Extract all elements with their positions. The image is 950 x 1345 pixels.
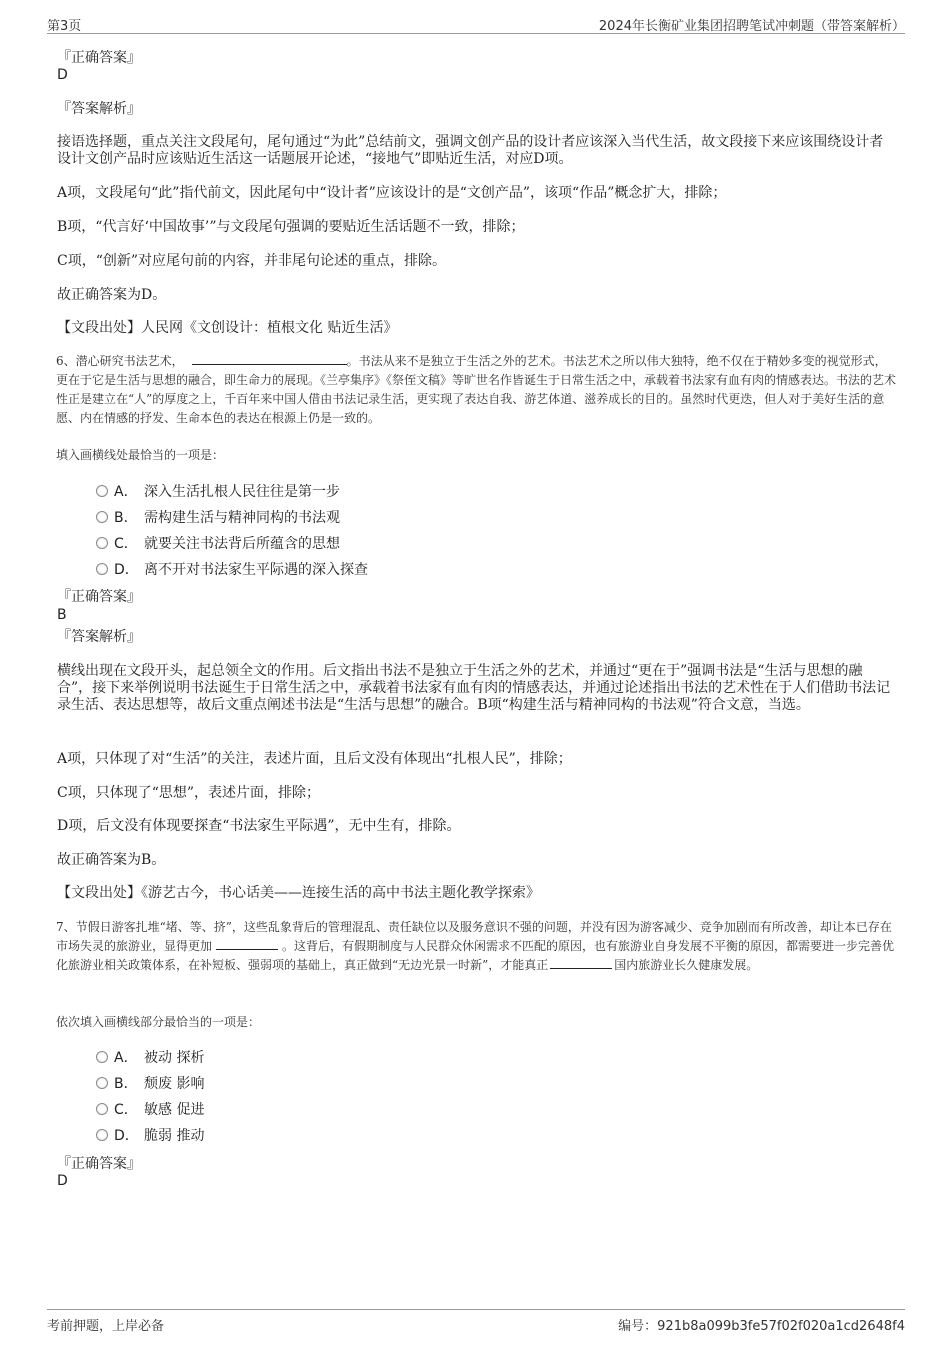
- answer-label: 『正确答案』: [57, 589, 141, 605]
- analysis-paragraph: B项，“代言好‘中国故事’”与文段尾句强调的要贴近生活话题不一致，排除；: [57, 219, 525, 235]
- option-letter: B．: [114, 1076, 138, 1092]
- answer-label: 『正确答案』: [57, 50, 141, 66]
- stem-text: 国内旅游业长久健康发展。: [614, 958, 759, 972]
- fill-blank: [216, 937, 278, 950]
- option-d[interactable]: [96, 1127, 204, 1145]
- option-a[interactable]: [96, 1049, 204, 1067]
- document-title: 2024年长衡矿业集团招聘笔试冲刺题（带答案解析）: [598, 19, 905, 34]
- page-number: 第3页: [47, 19, 82, 34]
- analysis-conclusion: 故正确答案为B。: [57, 852, 166, 868]
- radio-icon[interactable]: [96, 1077, 108, 1089]
- option-letter: B．: [114, 510, 138, 526]
- document-code: 编号：921b8a099b3fe57f02f020a1cd2648f4: [618, 1319, 905, 1334]
- stem-text: 。这背后，有假期制度与人民群众休闲需求不匹配的原因，也有旅游业自身发展不平衡的原因，都需要进一步完善优化旅游业相关政策体系，在补短板、强弱项的基础上，真正做到“无边光景一时新”，才能真正: [56, 939, 895, 972]
- option-letter: A．: [114, 484, 138, 500]
- radio-icon[interactable]: [96, 1051, 108, 1063]
- correct-answer: D: [57, 1173, 68, 1189]
- radio-icon[interactable]: [96, 1103, 108, 1115]
- analysis-paragraph: C项，只体现了“思想”，表述片面，排除；: [57, 785, 321, 801]
- question-stem: [56, 352, 896, 428]
- option-b[interactable]: [96, 509, 340, 527]
- stem-text: 7、节假日游客扎堆“堵、等、挤”，这些乱象背后的管理混乱、责任缺位以及服务意识不强的问题，并没有因为游客减少、竞争加剧而有所改善，却让本已存在市场失灵的旅游业，显得更加: [56, 920, 892, 953]
- analysis-paragraph: 接语选择题，重点关注文段尾句，尾句通过“为此”总结前文，强调文创产品的设计者应该深入当代生活，故文段接下来应该围绕设计者设计文创产品时应该贴近生活这一话题展开论述，“接地气”即贴近生活，对应D项。: [57, 134, 884, 167]
- option-letter: D．: [114, 1128, 139, 1144]
- correct-answer: B: [57, 607, 67, 623]
- fill-blank: [192, 352, 347, 365]
- footer-slogan: 考前押题，上岸必备: [47, 1319, 165, 1334]
- option-text: 被动 探析: [144, 1050, 205, 1066]
- option-letter: D．: [114, 562, 139, 578]
- option-text: 需构建生活与精神同构的书法观: [144, 510, 340, 526]
- option-text: 敏感 促进: [144, 1102, 205, 1118]
- source-citation: 【文段出处】《游艺古今，书心话美——连接生活的高中书法主题化教学探索》: [57, 885, 540, 901]
- page-footer: [47, 1309, 905, 1334]
- option-b[interactable]: [96, 1075, 204, 1093]
- option-c[interactable]: [96, 1101, 204, 1119]
- stem-text: 。书法从来不是独立于生活之外的艺术。书法艺术之所以伟大独特，绝不仅在于精妙多变的视觉形式，更在于它是生活与思想的融合，即生命力的展现。《兰亭集序》《祭侄文稿》等旷世名作皆诞生于日常生活之中，承载着书法家有血有肉的情感表达。书法的艺术性正是建立在“人”的厚度之上，千百年来中国人借由书法记录生活，更实现了表达自我、游艺体道、滋养成长的目的。虽然时代更迭，但人对于美好生活的意愿、内在情感的抒发、生命本色的表达在根源上仍是一致的。: [56, 354, 897, 425]
- option-c[interactable]: [96, 535, 340, 553]
- analysis-paragraph: A项，只体现了对“生活”的关注，表述片面，且后文没有体现出“扎根人民”，排除；: [57, 751, 572, 767]
- fill-blank: [550, 956, 612, 969]
- question-prompt: 依次填入画横线部分最恰当的一项是：: [56, 1015, 261, 1029]
- radio-icon[interactable]: [96, 485, 108, 497]
- answer-label: 『正确答案』: [57, 1156, 141, 1172]
- option-text: 颓废 影响: [144, 1076, 205, 1092]
- option-text: 就要关注书法背后所蕴含的思想: [144, 536, 340, 552]
- analysis-paragraph: D项，后文没有体现要探查“书法家生平际遇”，无中生有，排除。: [57, 818, 461, 834]
- source-citation: 【文段出处】人民网《文创设计：植根文化 贴近生活》: [57, 320, 398, 336]
- question-stem: [56, 918, 896, 975]
- analysis-paragraph: A项，文段尾句“此”指代前文，因此尾句中“设计者”应该设计的是“文创产品”，该项“作品”概念扩大，排除；: [57, 185, 727, 201]
- radio-icon[interactable]: [96, 537, 108, 549]
- radio-icon[interactable]: [96, 563, 108, 575]
- option-letter: C．: [114, 536, 138, 552]
- option-d[interactable]: [96, 561, 368, 579]
- radio-icon[interactable]: [96, 511, 108, 523]
- stem-text: 6、潜心研究书法艺术，: [56, 354, 184, 368]
- question-prompt: 填入画横线处最恰当的一项是：: [56, 448, 225, 462]
- option-letter: C．: [114, 1102, 138, 1118]
- analysis-conclusion: 故正确答案为D。: [57, 287, 167, 303]
- option-text: 深入生活扎根人民往往是第一步: [144, 484, 340, 500]
- analysis-label: 『答案解析』: [57, 629, 141, 645]
- option-a[interactable]: [96, 483, 340, 501]
- correct-answer: D: [57, 67, 68, 83]
- radio-icon[interactable]: [96, 1129, 108, 1141]
- option-text: 脆弱 推动: [144, 1128, 205, 1144]
- page-header: [47, 13, 905, 34]
- analysis-paragraph: C项，“创新”对应尾句前的内容，并非尾句论述的重点，排除。: [57, 253, 447, 269]
- option-letter: A．: [114, 1050, 138, 1066]
- analysis-label: 『答案解析』: [57, 101, 141, 117]
- analysis-paragraph: 横线出现在文段开头，起总领全文的作用。后文指出书法不是独立于生活之外的艺术，并通过“更在于”强调书法是“生活与思想的融合”，接下来举例说明书法诞生于日常生活之中，承载着书法家有血有肉的情感表达，并通过论述指出书法的艺术性在于人们借助书法记录生活、表达思想等，故后文重点阐述书法是“生活与思想”的融合。B项“构建生活与精神同构的书法观”符合文意，当选。: [57, 663, 891, 713]
- option-text: 离不开对书法家生平际遇的深入探查: [144, 562, 368, 578]
